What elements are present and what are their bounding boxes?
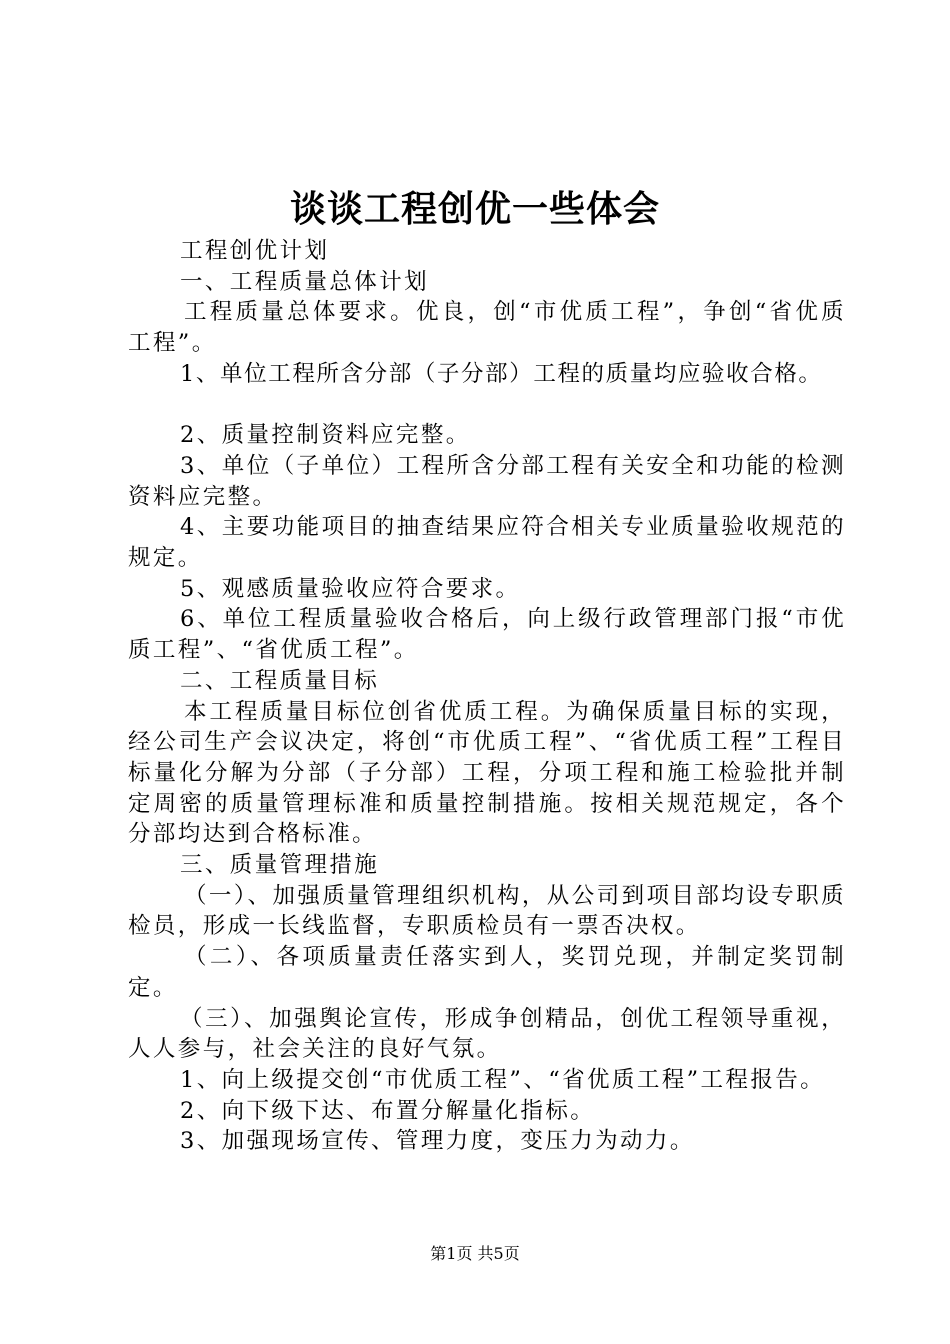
page-footer: 第1页 共5页 — [430, 1244, 520, 1263]
paragraph-16: 1、向上级提交创“市优质工程”、“省优质工程”工程报告。 — [180, 1066, 826, 1093]
paragraph-11: 本工程质量目标位创省优质工程。为确保质量目标的实现，经公司生产会议决定，将创“市优质工程”、“省优质工程”工程目标量化分解为分部（子分部）工程，分项工程和施工检验批并制定周密的质量管理标准和质量控制措施。按相关规范规定，各个分部均达到合格标准。 — [128, 698, 846, 848]
paragraph-5: 2、质量控制资料应完整。 — [180, 422, 471, 449]
paragraph-2: 一、工程质量总体计划 — [180, 268, 430, 295]
document-title: 谈谈工程创优一些体会 — [289, 188, 660, 230]
paragraph-12: 三、质量管理措施 — [180, 852, 380, 879]
paragraph-7: 4、主要功能项目的抽查结果应符合相关专业质量验收规范的规定。 — [128, 514, 846, 572]
paragraph-9: 6、单位工程质量验收合格后，向上级行政管理部门报“市优质工程”、“省优质工程”。 — [128, 606, 846, 664]
paragraph-1: 工程创优计划 — [180, 238, 330, 264]
paragraph-3: 工程质量总体要求。优良，创“市优质工程”，争创“省优质工程”。 — [128, 299, 846, 357]
paragraph-17: 2、向下级下达、布置分解量化指标。 — [180, 1097, 596, 1124]
paragraph-6: 3、单位（子单位）工程所含分部工程有关安全和功能的检测资料应完整。 — [128, 452, 846, 510]
document-body — [128, 236, 846, 1157]
paragraph-8: 5、观感质量验收应符合要求。 — [180, 575, 521, 602]
paragraph-15: （三）、加强舆论宣传，形成争创精品，创优工程领导重视，人人参与，社会关注的良好气氛。 — [128, 1005, 846, 1063]
paragraph-18: 3、加强现场宣传、管理力度，变压力为动力。 — [180, 1128, 695, 1155]
paragraph-10: 二、工程质量目标 — [180, 667, 380, 694]
paragraph-13: （一）、加强质量管理组织机构，从公司到项目部均设专职质检员，形成一长线监督，专职质检员有一票否决权。 — [128, 882, 846, 940]
blank-line — [128, 390, 846, 421]
paragraph-14: （二）、各项质量责任落实到人，奖罚兑现，并制定奖罚制定。 — [128, 944, 846, 1001]
paragraph-4: 1、单位工程所含分部（子分部）工程的质量均应验收合格。 — [180, 360, 823, 387]
